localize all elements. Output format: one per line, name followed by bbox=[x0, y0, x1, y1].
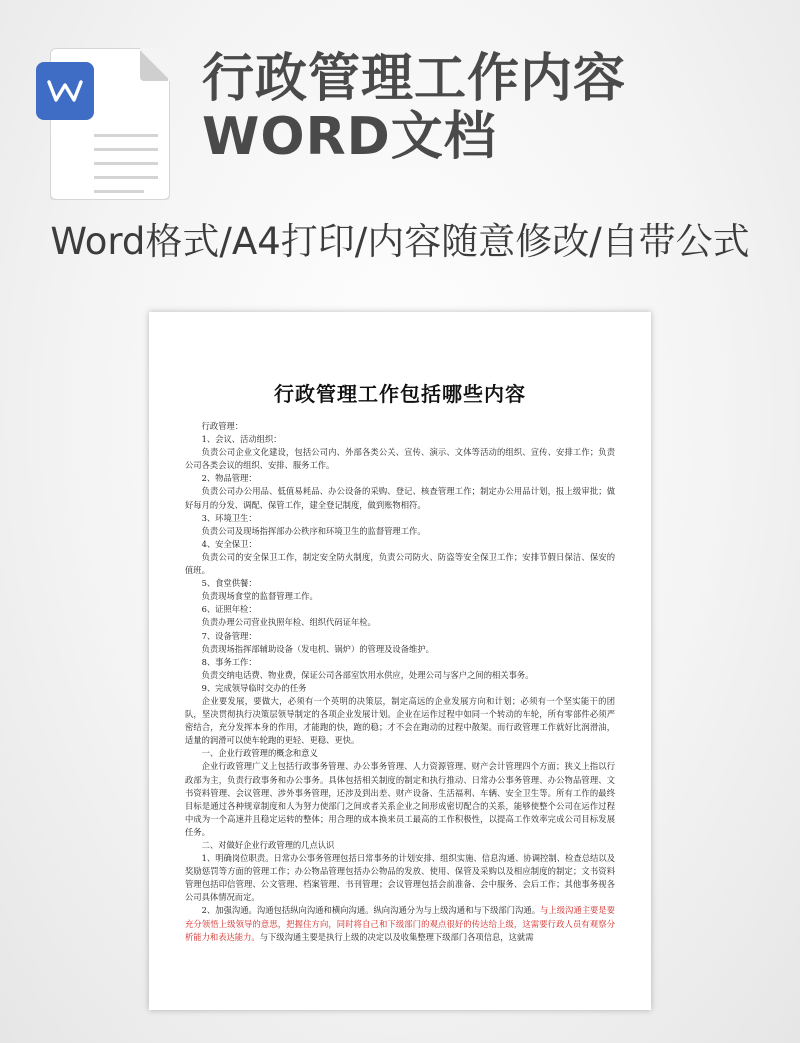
document-paragraph: 企业要发展，要做大，必须有一个英明的决策层，制定高远的企业发展方向和计划；必须有一个坚实能干的团队，坚决贯彻执行决策层领导制定的各项企业发展计划。企业在运作过程中如同一个转动的车轮，所有零部件必须严密结合，充分发挥本身的作用，才能跑的快，跑的稳；才不会在跑动的过程中散架。而行政管理工作就好比润滑油，适量的润滑可以使车轮跑的更轻、更稳、更快。 bbox=[185, 695, 615, 746]
document-paragraph: 9、完成领导临时交办的任务 bbox=[201, 682, 307, 693]
document-paragraph: 3、环境卫生： bbox=[201, 512, 257, 523]
page-fold-corner bbox=[140, 48, 168, 81]
document-paragraph: 负责公司办公用品、低值易耗品、办公设备的采购、登记、核查管理工作；制定办公用品计划，报上级审批；做好每月的分发、调配、保管工作，建全登记制度，做到账物相符。 bbox=[185, 486, 615, 510]
page-title: 行政管理工作内容WORD文档 bbox=[202, 49, 627, 167]
text-line-decoration bbox=[94, 190, 144, 193]
highlighted-text: 与上级沟通主要是要充分领悟上级领导的意思，把握住方向，同时将自己和下级部门的观点很好的传达给上级，这需要行政人员有观察分析能力和表达能力。 bbox=[185, 905, 615, 942]
document-paragraph: 负责办理公司营业执照年检、组织代码证年检。 bbox=[201, 617, 376, 628]
paragraph-text: 2、加强沟通。沟通包括纵向沟通和横向沟通。纵向沟通分为与上级沟通和与下级部门沟通。 bbox=[201, 905, 541, 916]
document-paragraph: 8、事务工作： bbox=[201, 656, 257, 667]
document-paragraph: 1、明确岗位职责。日常办公事务管理包括日常事务的计划安排、组织实施、信息沟通、协调控制、检查总结以及奖励惩罚等方面的管理工作；办公物品管理包括办公物品的发放、使用、保管及采购以及相应制度的制定；文书资料管理包括印信管理、公文管理、档案管理、书刊管理；会议管理包括会前准备、会中服务、会后工作；其他事务视各公司具体情况而定。 bbox=[185, 853, 615, 903]
document-paragraph: 负责公司及现场指挥部办公秩序和环境卫生的监督管理工作。 bbox=[201, 525, 426, 536]
document-body bbox=[185, 420, 615, 944]
document-paragraph: 4、安全保卫： bbox=[201, 538, 257, 549]
text-line-decoration bbox=[94, 162, 158, 165]
document-paragraph: 二、对做好企业行政管理的几点认识 bbox=[201, 840, 335, 850]
document-paragraph: 负责现场食堂的监督管理工作。 bbox=[201, 591, 318, 602]
document-paragraph: 负责公司企业文化建设，包括公司内、外部各类公关、宣传、演示、文体等活动的组织、宣传、安排工作；负责公司各类会议的组织、安排、服务工作。 bbox=[185, 447, 615, 471]
document-preview-page bbox=[149, 312, 651, 1010]
document-paragraph: 负责交纳电话费、物业费，保证公司各部室饮用水供应，处理公司与客户之间的相关事务。 bbox=[201, 669, 534, 680]
document-paragraph: 一、企业行政管理的概念和意义 bbox=[201, 748, 318, 759]
paragraph-text: 与下级沟通主要是执行上级的决定以及收集整理下级部门各项信息，这就需 bbox=[259, 931, 534, 942]
text-line-decoration bbox=[94, 148, 158, 151]
document-paragraph: 2、物品管理： bbox=[201, 473, 257, 484]
text-line-decoration bbox=[94, 176, 158, 179]
document-paragraph-last bbox=[185, 904, 615, 943]
document-paragraph: 5、食堂供餐： bbox=[201, 578, 257, 589]
w-logo-icon bbox=[47, 79, 83, 103]
document-paragraph: 6、证照年检： bbox=[201, 604, 257, 615]
document-title: 行政管理工作包括哪些内容 bbox=[274, 382, 526, 406]
document-paragraph: 企业行政管理广义上包括行政事务管理、办公事务管理、人力资源管理、财产会计管理四个方面；狭义上指以行政部为主，负责行政事务和办公事务。具体包括相关制度的制定和执行推动、日常办公事务管理、办公物品管理、文书资料管理、会议管理、涉外事务管理，还涉及到出差、财产设备、生活福利、车辆、安全卫生等。所有工作的最终目标是通过各种规章制度和人为努力使部门之间或者关系企业之间形成密切配合的关系，能够使整个公司在运作过程中成为一个高速并且稳定运转的整体；用合理的成本换来员工最高的工作积极性，以提高工作效率完成公司目标发展任务。 bbox=[185, 761, 615, 837]
document-paragraph: 7、设备管理： bbox=[201, 630, 257, 641]
text-line-decoration bbox=[94, 134, 158, 137]
document-paragraph: 负责公司的安全保卫工作，制定安全防火制度，负责公司防火、防盗等安全保卫工作；安排节假日保洁、保安的值班。 bbox=[185, 551, 615, 576]
word-badge bbox=[36, 62, 94, 120]
word-document-icon bbox=[36, 48, 170, 198]
document-paragraph: 行政管理： bbox=[201, 421, 244, 431]
document-paragraph: 1、会议、活动组织： bbox=[201, 434, 282, 445]
document-paragraph: 负责现场指挥部辅助设备（发电机、锅炉）的管理及设备维护。 bbox=[201, 643, 434, 654]
format-subtitle: Word格式/A4打印/内容随意修改/自带公式 bbox=[50, 220, 750, 263]
